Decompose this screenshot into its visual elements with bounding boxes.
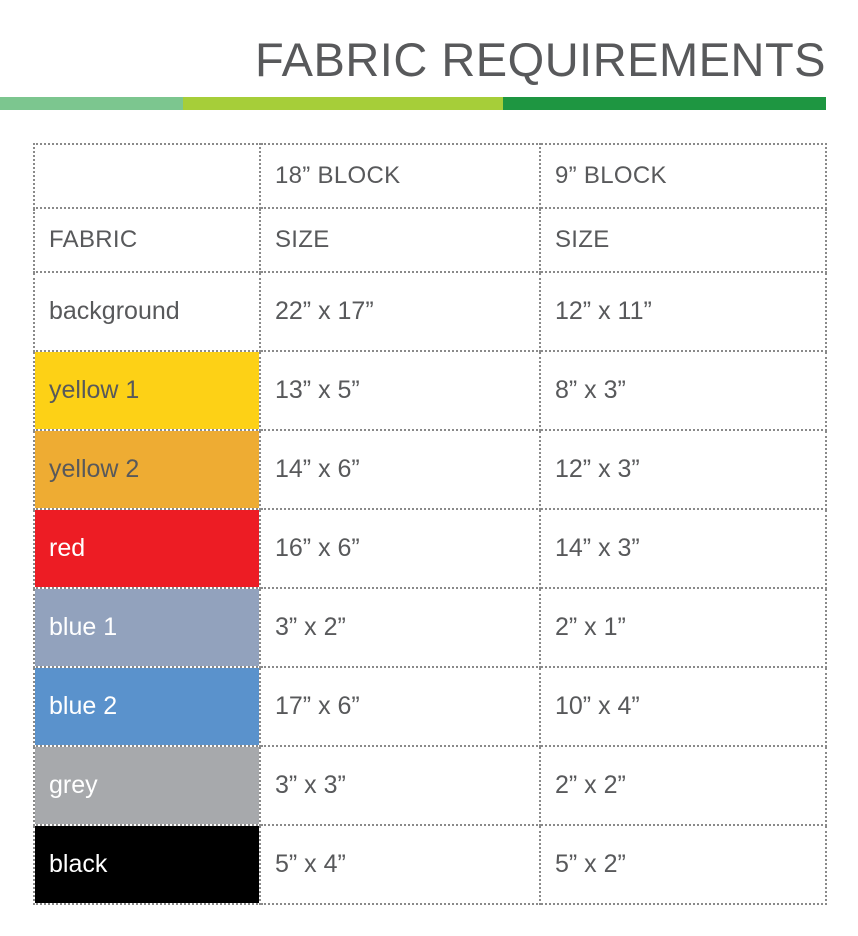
table-row [34, 667, 826, 746]
size-9-cell [540, 825, 826, 904]
size-18-cell [260, 430, 540, 509]
size-18-cell [260, 825, 540, 904]
size-9-value: 12” x 11” [555, 296, 652, 325]
fabric-swatch [35, 589, 259, 666]
header-18-block [260, 144, 540, 208]
fabric-swatch-cell [34, 825, 260, 904]
fabric-swatch-cell [34, 351, 260, 430]
size-18-cell [260, 746, 540, 825]
fabric-swatch-cell [34, 746, 260, 825]
color-rule-segment-2 [183, 97, 503, 110]
header-9-size-label: SIZE [555, 225, 610, 253]
color-rule-segment-1 [0, 97, 183, 110]
size-9-value: 8” x 3” [555, 375, 626, 404]
table-row [34, 351, 826, 430]
header-18-size [260, 208, 540, 272]
size-18-value: 3” x 2” [275, 612, 346, 641]
fabric-swatch [35, 510, 259, 587]
fabric-name: black [49, 850, 108, 878]
fabric-swatch [35, 747, 259, 824]
header-fabric [34, 208, 260, 272]
fabric-name: blue 1 [49, 613, 118, 641]
size-18-value: 22” x 17” [275, 296, 374, 325]
fabric-swatch [35, 826, 259, 903]
size-18-cell [260, 509, 540, 588]
size-9-cell [540, 272, 826, 351]
table-header-row-1 [34, 144, 826, 208]
size-9-cell [540, 746, 826, 825]
fabric-swatch [35, 668, 259, 745]
fabric-swatch-cell [34, 272, 260, 351]
size-18-value: 5” x 4” [275, 849, 346, 878]
fabric-name: yellow 2 [49, 455, 140, 483]
fabric-swatch-cell [34, 509, 260, 588]
header-9-block-label: 9” BLOCK [555, 161, 667, 189]
fabric-swatch-cell [34, 588, 260, 667]
fabric-swatch [35, 352, 259, 429]
table-row [34, 746, 826, 825]
fabric-swatch-cell [34, 667, 260, 746]
fabric-name: blue 2 [49, 692, 118, 720]
size-9-cell [540, 351, 826, 430]
size-9-value: 12” x 3” [555, 454, 640, 483]
size-18-cell [260, 588, 540, 667]
header-18-size-label: SIZE [275, 225, 330, 253]
header-empty-cell [34, 144, 260, 208]
table-row [34, 825, 826, 904]
header-9-size [540, 208, 826, 272]
fabric-name: background [49, 297, 180, 325]
color-rule-segment-3 [503, 97, 826, 110]
size-18-value: 16” x 6” [275, 533, 360, 562]
fabric-requirements-table [33, 143, 827, 905]
size-9-cell [540, 430, 826, 509]
size-9-cell [540, 667, 826, 746]
page-title: FABRIC REQUIREMENTS [255, 33, 826, 86]
table-header-row-2 [34, 208, 826, 272]
fabric-swatch-cell [34, 430, 260, 509]
table-row [34, 588, 826, 667]
fabric-name: yellow 1 [49, 376, 140, 404]
size-9-cell [540, 588, 826, 667]
header-fabric-label: FABRIC [49, 225, 138, 253]
size-18-value: 3” x 3” [275, 770, 346, 799]
size-9-value: 2” x 1” [555, 612, 626, 641]
table-row [34, 430, 826, 509]
size-9-value: 10” x 4” [555, 691, 640, 720]
size-9-value: 14” x 3” [555, 533, 640, 562]
size-9-value: 5” x 2” [555, 849, 626, 878]
color-rule [0, 97, 826, 110]
size-18-cell [260, 351, 540, 430]
size-18-value: 17” x 6” [275, 691, 360, 720]
size-18-cell [260, 667, 540, 746]
table-row [34, 272, 826, 351]
table-row [34, 509, 826, 588]
size-18-value: 14” x 6” [275, 454, 360, 483]
fabric-swatch [35, 431, 259, 508]
header-9-block [540, 144, 826, 208]
size-9-cell [540, 509, 826, 588]
size-18-cell [260, 272, 540, 351]
header-18-block-label: 18” BLOCK [275, 161, 401, 189]
size-18-value: 13” x 5” [275, 375, 360, 404]
fabric-name: grey [49, 771, 98, 799]
fabric-swatch [35, 273, 259, 350]
size-9-value: 2” x 2” [555, 770, 626, 799]
fabric-name: red [49, 534, 86, 562]
